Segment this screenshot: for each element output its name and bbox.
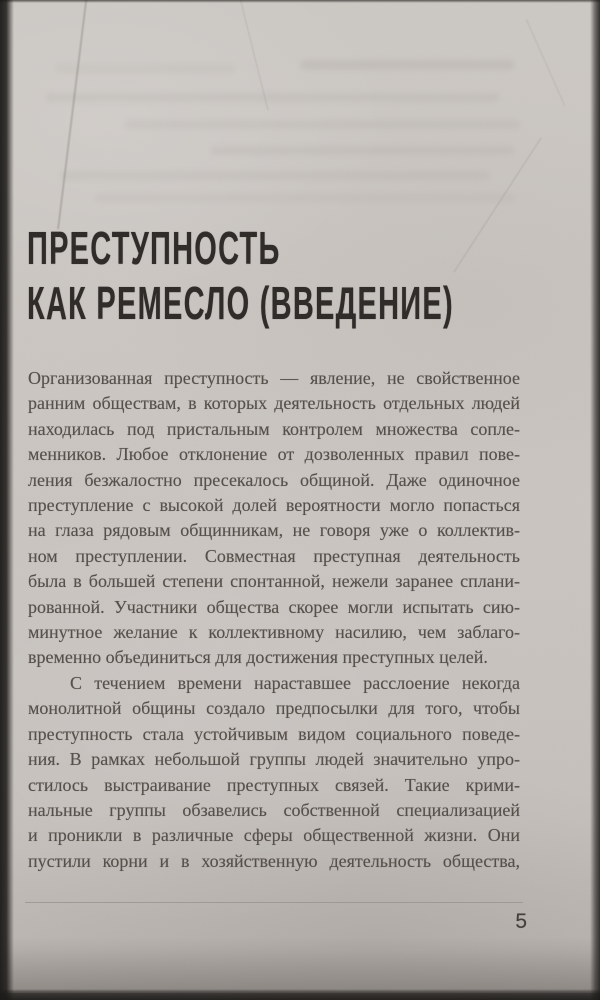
text-line: находилась под пристальным контролем множества сопле- bbox=[28, 418, 520, 439]
scan-edge-top bbox=[0, 0, 600, 3]
footer-rule bbox=[25, 902, 523, 903]
text-line: стилось выстраивание преступных связей. Такие крими- bbox=[28, 774, 520, 795]
text-line: менников. Любое отклонение от дозволенных правил пове- bbox=[28, 444, 520, 465]
text-line: и проникли в различные сферы общественной жизни. Они bbox=[28, 825, 520, 846]
chapter-title-line-2: КАК РЕМЕСЛО (ВВЕДЕНИЕ) bbox=[27, 277, 454, 329]
chapter-title bbox=[27, 221, 454, 331]
scan-edge-bottom bbox=[0, 989, 600, 1000]
paragraph bbox=[28, 671, 520, 874]
show-through-ghost-text bbox=[55, 64, 235, 73]
paragraph bbox=[28, 366, 520, 671]
text-line: на глаза рядовым общинникам, не говоря уже о коллектив- bbox=[28, 520, 520, 541]
scan-shadow bbox=[0, 937, 600, 992]
show-through-ghost-text bbox=[210, 146, 515, 155]
show-through-ghost-text bbox=[300, 60, 515, 70]
text-line: ном преступлении. Совместная преступная деятельность bbox=[28, 545, 520, 566]
show-through-ghost-text bbox=[125, 120, 520, 129]
text-line: пустили корни и в хозяйственную деятельность общества, bbox=[28, 850, 520, 871]
paper-crease bbox=[454, 138, 542, 273]
page-number: 5 bbox=[515, 910, 527, 933]
text-line: С течением времени нараставшее расслоение некогда bbox=[70, 672, 520, 693]
show-through-ghost-text bbox=[45, 93, 500, 102]
text-line: ления безжалостно пресекалось общиной. Даже одиночное bbox=[28, 469, 520, 490]
show-through-ghost-text bbox=[60, 171, 490, 180]
text-line: преступность стала устойчивым видом социального поведе- bbox=[28, 723, 520, 744]
show-through-ghost-text bbox=[95, 194, 515, 202]
paper-crease bbox=[526, 19, 566, 106]
scan-edge-right bbox=[590, 0, 600, 1000]
body-text bbox=[28, 366, 520, 874]
scan-edge-left bbox=[0, 0, 14, 1000]
text-line: минутное желание к коллективному насилию, чем заблаго- bbox=[28, 622, 520, 643]
text-line: рованной. Участники общества скорее могли испытать сию- bbox=[28, 596, 520, 617]
paper-crease bbox=[57, 0, 88, 229]
text-line: ранним обществам, в которых деятельность отдельных людей bbox=[28, 393, 520, 414]
text-line: ния. В рамках небольшой группы людей значительно упро- bbox=[28, 749, 520, 770]
text-line: монолитной общины создало предпосылки для того, чтобы bbox=[28, 698, 520, 719]
text-line: была в большей степени спонтанной, нежели заранее сплани- bbox=[28, 571, 520, 592]
text-line: Организованная преступность — явление, не свойственное bbox=[28, 368, 520, 388]
text-line: временно объединиться для достижения преступных целей. bbox=[28, 647, 488, 668]
text-line: нальные группы обзавелись собственной специализацией bbox=[28, 799, 520, 820]
text-line: преступление с высокой долей вероятности могло попасться bbox=[28, 495, 520, 516]
chapter-title-line-1: ПРЕСТУПНОСТЬ bbox=[27, 222, 281, 274]
